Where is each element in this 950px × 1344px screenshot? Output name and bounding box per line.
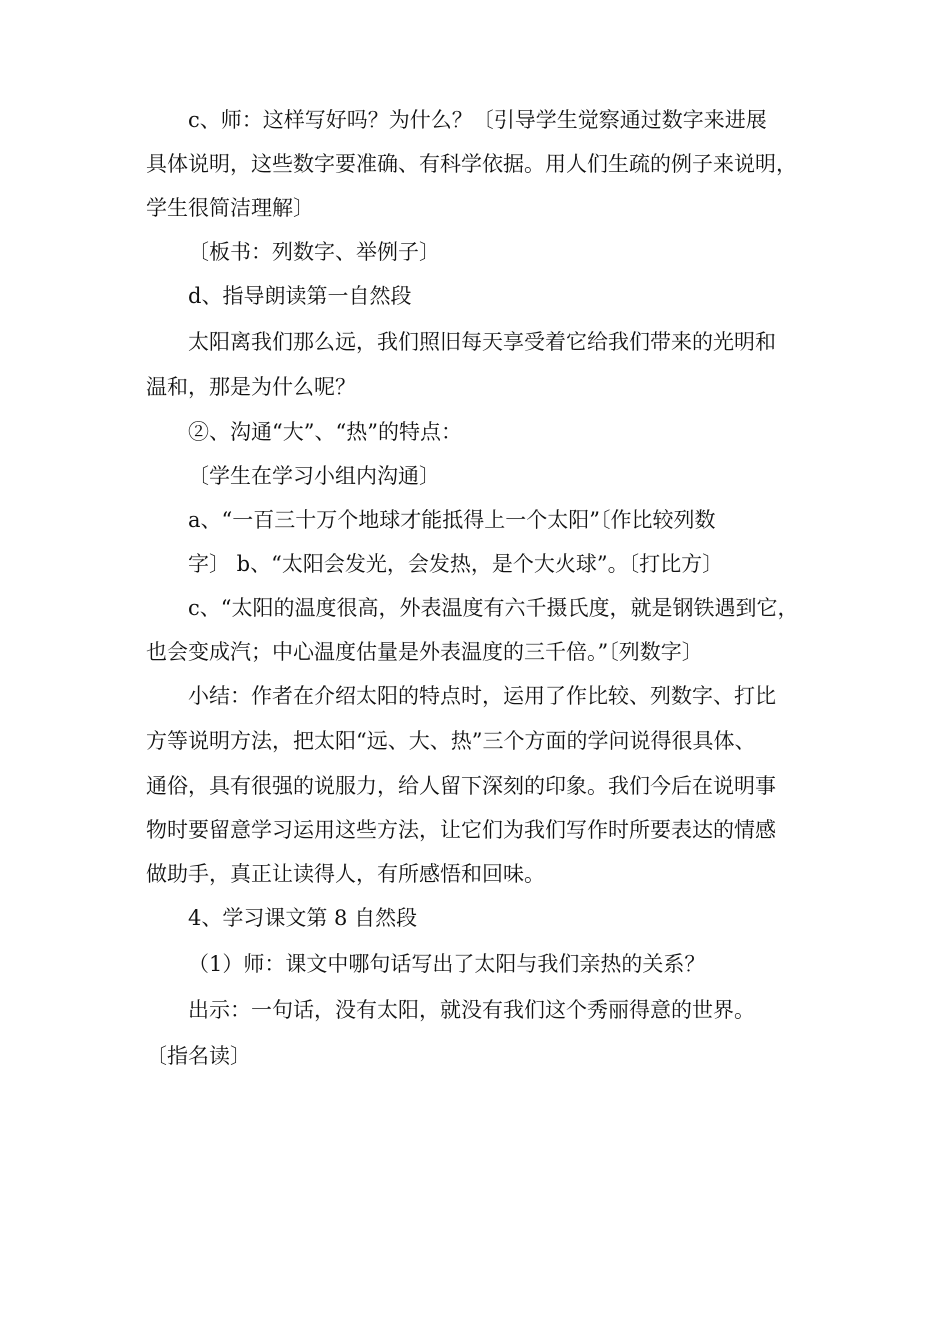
text-line: 〔指名读〕 <box>146 1044 251 1068</box>
text-line: 学生很简洁理解〕 <box>146 196 314 220</box>
text-line: （1）师：课文中哪句话写出了太阳与我们亲热的关系？ <box>188 952 706 976</box>
text-line: 〔板书：列数字、举例子〕 <box>188 240 440 264</box>
text-line: 物时要留意学习运用这些方法，让它们为我们写作时所要表达的情感 <box>146 818 776 842</box>
text-line: 太阳离我们那么远，我们照旧每天享受着它给我们带来的光明和 <box>188 330 776 354</box>
text-line: d、指导朗读第一自然段 <box>188 284 412 308</box>
text-line: c、“太阳的温度很高，外表温度有六千摄氏度，就是钢铁遇到它， <box>188 596 799 620</box>
text-line: a、“一百三十万个地球才能抵得上一个太阳”〔作比较列数 <box>188 508 716 532</box>
text-line: 温和，那是为什么呢？ <box>146 375 356 399</box>
text-line: 具体说明，这些数字要准确、有科学依据。用人们生疏的例子来说明， <box>146 152 797 176</box>
text-line: c、师：这样写好吗？为什么？〔引导学生觉察通过数字来进展 <box>188 108 767 132</box>
text-line: 小结：作者在介绍太阳的特点时，运用了作比较、列数字、打比 <box>188 684 776 708</box>
text-line: 〔学生在学习小组内沟通〕 <box>188 464 440 488</box>
text-line: 字〕 b、“太阳会发光，会发热，是个大火球”。〔打比方〕 <box>188 552 724 576</box>
text-line: 做助手，真正让读得人，有所感悟和回味。 <box>146 862 545 886</box>
text-line: ②、沟通“大”、“热”的特点： <box>188 420 462 444</box>
text-line: 4、学习课文第 8 自然段 <box>188 906 418 930</box>
text-line: 出示：一句话，没有太阳，就没有我们这个秀丽得意的世界。 <box>188 998 755 1022</box>
text-line: 方等说明方法，把太阳“远、大、热”三个方面的学问说得很具体、 <box>146 729 756 753</box>
text-line: 通俗，具有很强的说服力，给人留下深刻的印象。我们今后在说明事 <box>146 774 776 798</box>
text-line: 也会变成汽；中心温度估量是外表温度的三千倍。”〔列数字〕 <box>146 640 703 664</box>
